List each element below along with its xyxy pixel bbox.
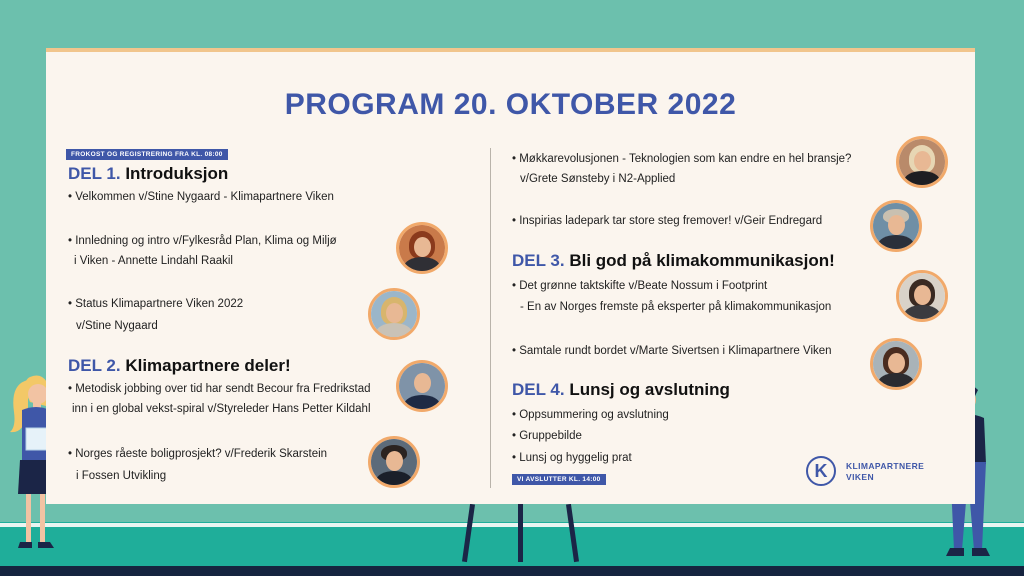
section-3-number: DEL 3. bbox=[512, 251, 565, 270]
agenda-item-mokkarevolusjonen-cont: v/Grete Sønsteby i N2-Applied bbox=[520, 173, 676, 185]
speaker-photo-hans-petter bbox=[396, 360, 448, 412]
section-1-title: Introduksjon bbox=[125, 164, 229, 183]
program-title: PROGRAM 20. OKTOBER 2022 bbox=[284, 88, 737, 121]
agenda-item-metodisk-cont: inn i en global vekst-spiral v/Styreleder Hans Petter Kildahl bbox=[72, 403, 371, 415]
agenda-item-innledning: • Innledning og intro v/Fylkesråd Plan, Klima og Miljø bbox=[68, 235, 337, 247]
section-3-heading bbox=[512, 251, 835, 271]
section-1-number: DEL 1. bbox=[68, 164, 121, 183]
speaker-photo-stine bbox=[368, 288, 420, 340]
logo-line-1: KLIMAPARTNERE bbox=[846, 461, 925, 471]
footer-bar bbox=[0, 566, 1024, 576]
floor-line bbox=[0, 523, 1024, 527]
agenda-item-innledning-cont: i Viken - Annette Lindahl Raakil bbox=[74, 255, 233, 267]
section-3-title: Bli god på klimakommunikasjon! bbox=[569, 251, 835, 270]
section-4-heading bbox=[512, 380, 730, 400]
section-2-title: Klimapartnere deler! bbox=[125, 356, 291, 375]
agenda-item-gruppebilde: • Gruppebilde bbox=[512, 430, 582, 442]
agenda-item-gronne: • Det grønne taktskifte v/Beate Nossum i Footprint bbox=[512, 280, 768, 292]
easel-leg-center bbox=[518, 504, 523, 562]
logo-line-2: VIKEN bbox=[846, 472, 874, 482]
program-board bbox=[46, 48, 975, 504]
speaker-photo-grete bbox=[896, 136, 948, 188]
speaker-photo-geir bbox=[870, 200, 922, 252]
agenda-item-metodisk: • Metodisk jobbing over tid har sendt Becour fra Fredrikstad bbox=[68, 383, 371, 395]
logo-k-icon: K bbox=[806, 456, 836, 486]
section-4-number: DEL 4. bbox=[512, 380, 565, 399]
column-divider bbox=[490, 148, 491, 488]
agenda-item-gronne-cont: - En av Norges fremste på eksperter på klimakommunikasjon bbox=[520, 301, 832, 313]
agenda-item-status-cont: v/Stine Nygaard bbox=[76, 320, 158, 332]
speaker-photo-annette bbox=[396, 222, 448, 274]
start-time-tag: FROKOST OG REGISTRERING FRA KL. 08:00 bbox=[66, 149, 228, 160]
agenda-item-mokkarevolusjonen: • Møkkarevolusjonen - Teknologien som kan endre en hel bransje? bbox=[512, 153, 852, 165]
agenda-item-velkommen: • Velkommen v/Stine Nygaard - Klimapartnere Viken bbox=[68, 191, 334, 203]
section-4-title: Lunsj og avslutning bbox=[569, 380, 730, 399]
section-1-heading bbox=[68, 164, 228, 184]
agenda-item-norges: • Norges råeste boligprosjekt? v/Frederik Skarstein bbox=[68, 448, 328, 460]
speaker-photo-frederik bbox=[368, 436, 420, 488]
agenda-item-norges-cont: i Fossen Utvikling bbox=[76, 470, 167, 482]
agenda-item-samtale: • Samtale rundt bordet v/Marte Sivertsen i Klimapartnere Viken bbox=[512, 345, 832, 357]
agenda-item-oppsummering: • Oppsummering og avslutning bbox=[512, 409, 669, 421]
floor bbox=[0, 522, 1024, 566]
section-2-heading bbox=[68, 356, 291, 376]
agenda-item-inspiria: • Inspirias ladepark tar store steg fremover! v/Geir Endregard bbox=[512, 215, 823, 227]
agenda-item-status: • Status Klimapartnere Viken 2022 bbox=[68, 298, 244, 310]
section-2-number: DEL 2. bbox=[68, 356, 121, 375]
speaker-photo-marte bbox=[870, 338, 922, 390]
logo-text bbox=[846, 461, 924, 483]
end-time-tag: VI AVSLUTTER KL. 14:00 bbox=[512, 474, 606, 485]
speaker-photo-beate bbox=[896, 270, 948, 322]
agenda-item-lunsj: • Lunsj og hyggelig prat bbox=[512, 452, 632, 464]
